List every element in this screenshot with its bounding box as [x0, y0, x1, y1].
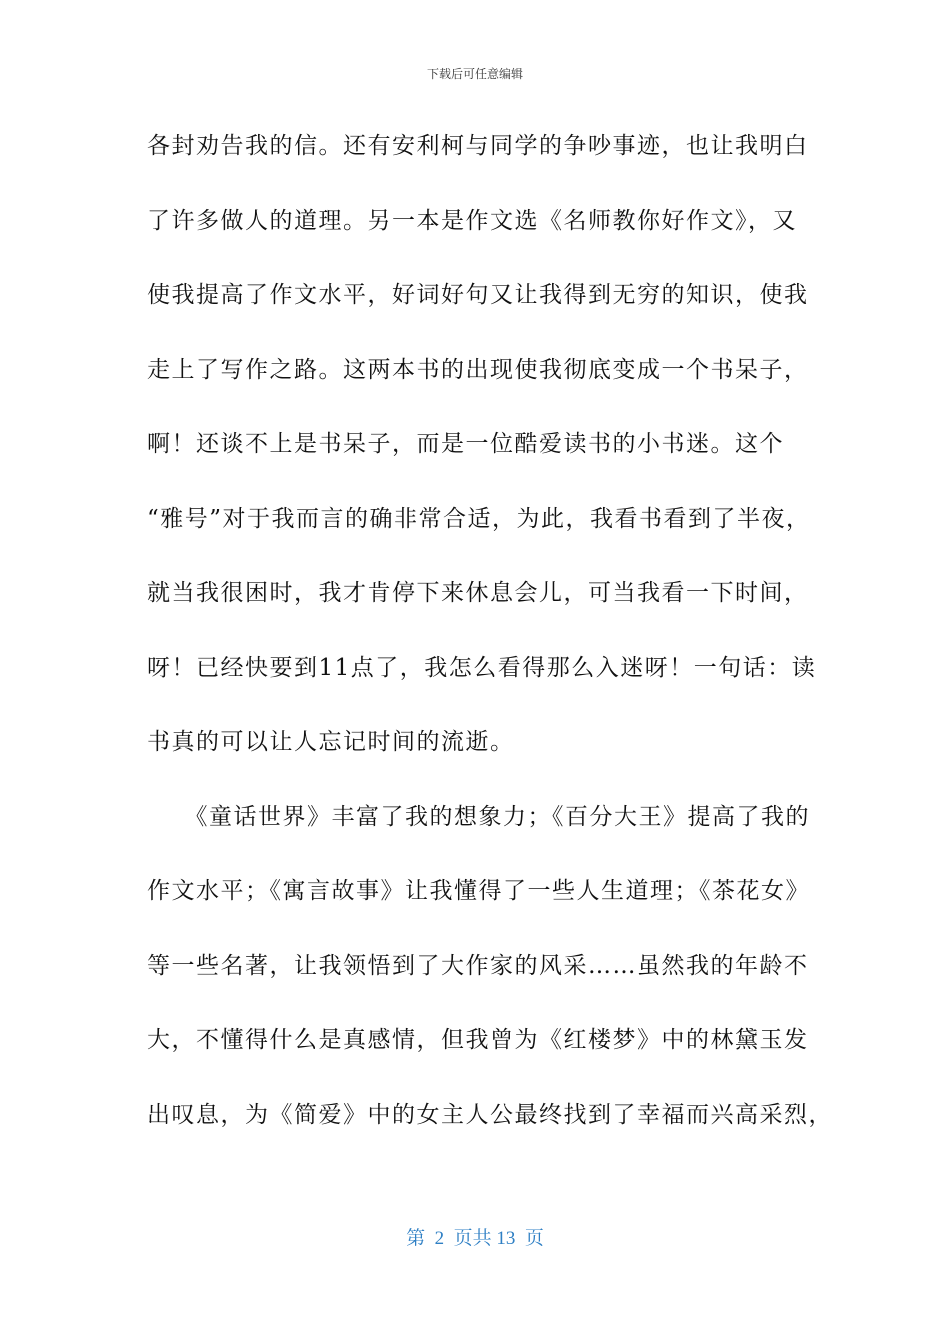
- text-line: 出叹息，为《简爱》中的女主人公最终找到了幸福而兴高采烈，: [147, 1101, 833, 1128]
- text-line: 使我提高了作文水平，好词好句又让我得到无穷的知识，使我: [147, 282, 809, 308]
- document-body: [147, 124, 833, 1167]
- page-number-footer: 第 2 页共 13 页: [406, 1228, 544, 1249]
- text-line: 各封劝告我的信。还有安利柯与同学的争吵事迹，也让我明白: [147, 133, 809, 159]
- text-line: 《童话世界》丰富了我的想象力；《百分大王》提高了我的: [147, 803, 810, 830]
- text-line: 呀！已经快要到11点了，我怎么看得那么入迷呀！一句话：读: [147, 654, 817, 681]
- text-line: 大，不懂得什么是真感情，但我曾为《红楼梦》中的林黛玉发: [147, 1027, 809, 1053]
- text-line: 了许多做人的道理。另一本是作文选《名师教你好作文》，又: [147, 207, 797, 234]
- text-line: 就当我很困时，我才肯停下来休息会儿，可当我看一下时间，: [147, 580, 809, 606]
- text-line: 等一些名著，让我领悟到了大作家的风采……虽然我的年龄不: [147, 952, 809, 979]
- text-line: “雅号”对于我而言的确非常合适，为此，我看书看到了半夜，: [147, 505, 811, 532]
- page-header: 下载后可任意编辑: [426, 67, 523, 81]
- text-line: 作文水平；《寓言故事》让我懂得了一些人生道理；《茶花女》: [147, 878, 810, 904]
- text-line: 走上了写作之路。这两本书的出现使我彻底变成一个书呆子，: [147, 356, 809, 383]
- text-line: 书真的可以让人忘记时间的流逝。: [147, 729, 515, 755]
- text-line: 啊！还谈不上是书呆子，而是一位酷爱读书的小书迷。这个: [147, 431, 784, 457]
